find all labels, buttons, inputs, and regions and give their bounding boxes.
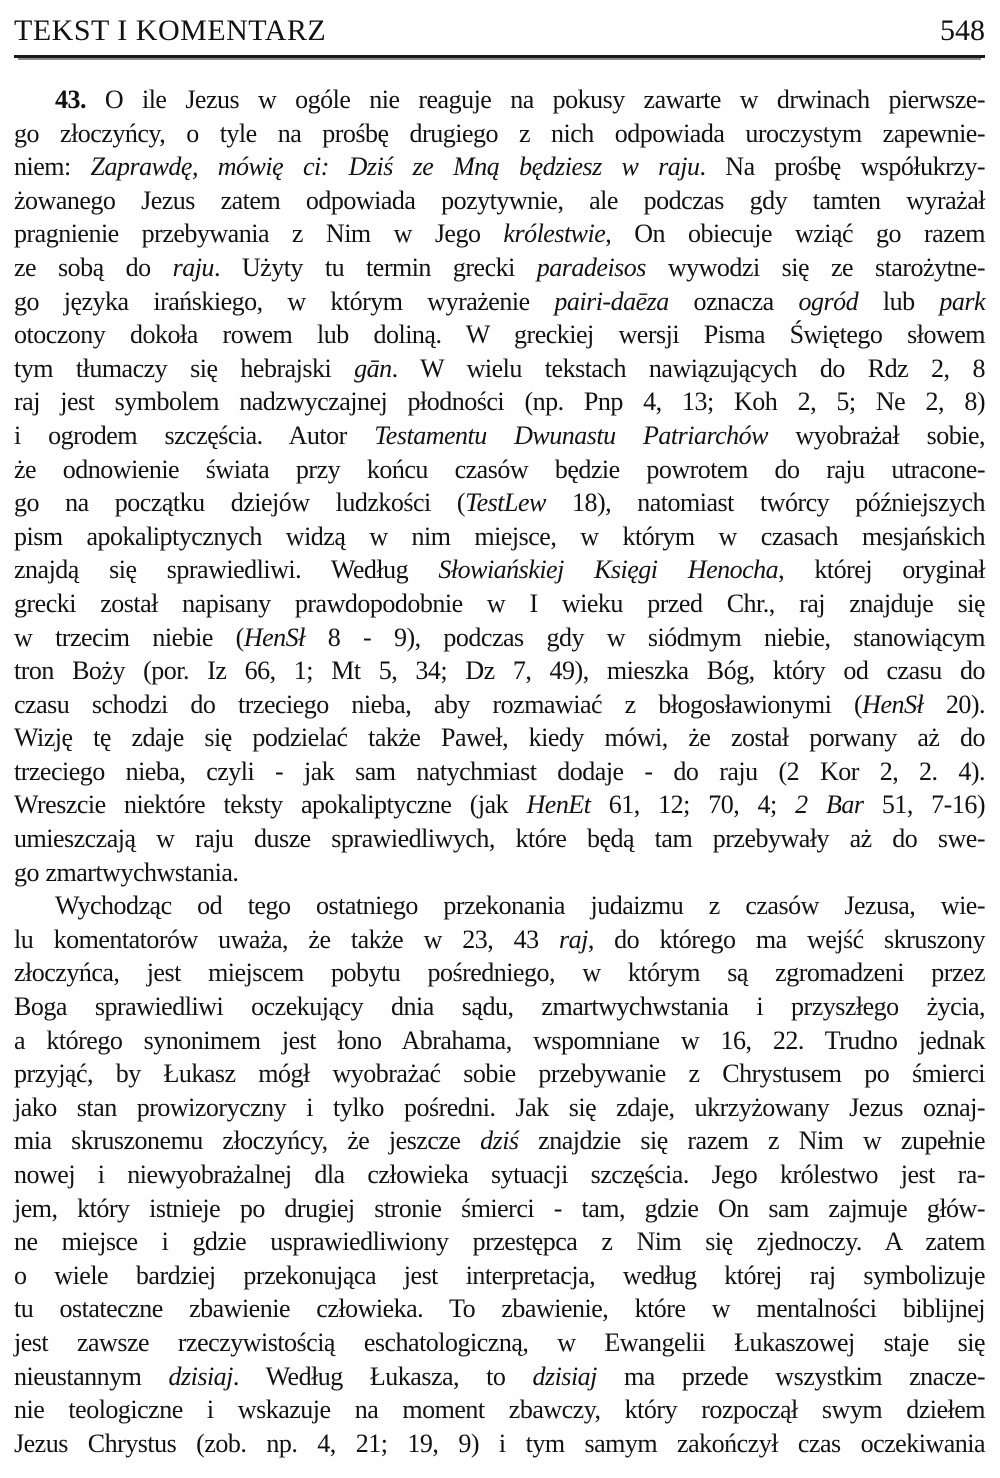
text-line bbox=[14, 1192, 985, 1226]
italic-text: raj bbox=[558, 924, 588, 954]
text-segment: go języka irańskiego, w którym wyrażenie bbox=[14, 286, 555, 316]
text-line bbox=[14, 217, 985, 251]
text-line bbox=[14, 385, 985, 419]
bold-text: 43. bbox=[55, 85, 86, 114]
text-segment: oznacza bbox=[668, 286, 799, 316]
text-line bbox=[14, 1124, 985, 1158]
text-segment: lub bbox=[858, 286, 940, 316]
paragraph bbox=[14, 889, 985, 1460]
page-title: TEKST I KOMENTARZ bbox=[14, 14, 327, 47]
text-segment: . Według Łukasza, to bbox=[232, 1361, 533, 1391]
text-segment: . Użyty tu termin grecki bbox=[213, 252, 537, 282]
text-line bbox=[14, 1225, 985, 1259]
text-segment: w trzecim niebie ( bbox=[14, 622, 244, 652]
text-line bbox=[14, 688, 985, 722]
italic-text: królestwie bbox=[503, 219, 606, 249]
italic-text: park bbox=[939, 286, 985, 316]
text-line bbox=[14, 1024, 985, 1058]
text-line bbox=[14, 1259, 985, 1293]
text-line bbox=[14, 721, 985, 755]
text-line bbox=[14, 1158, 985, 1192]
italic-text: TestLew bbox=[465, 488, 546, 518]
text-segment: Wizję tę zdaje się podzielać także Paweł, kiedy mówi, że został porwany aż do bbox=[14, 723, 985, 753]
text-segment: pragnienie przebywania z Nim w Jego bbox=[14, 219, 504, 249]
text-segment: wywodzi się ze starożytne- bbox=[645, 252, 985, 282]
text-segment: 20). bbox=[923, 689, 985, 719]
text-segment: nieustannym bbox=[14, 1361, 169, 1391]
italic-text: HenSł bbox=[862, 689, 924, 719]
italic-text: raju bbox=[172, 252, 214, 282]
paragraph bbox=[14, 83, 985, 889]
text-line bbox=[14, 755, 985, 789]
text-line bbox=[14, 822, 985, 856]
text-line bbox=[14, 184, 985, 218]
text-segment: że odnowienie świata przy końcu czasów będzie powrotem do raju utracone- bbox=[14, 454, 985, 484]
italic-text: pairi-daēza bbox=[554, 286, 669, 316]
text-line bbox=[14, 285, 985, 319]
italic-text: Słowiańskiej Księgi Henocha bbox=[438, 555, 779, 585]
text-segment: jako stan prowizoryczny i tylko pośredni. Jak się zdaje, ukrzyżowany Jezus oznaj- bbox=[14, 1092, 985, 1122]
italic-text: ogród bbox=[798, 286, 859, 316]
text-segment: ne miejsce i gdzie usprawiedliwiony przestępca z Nim się zjednoczy. A zatem bbox=[14, 1227, 985, 1257]
text-segment: nowej i niewyobrażalnej dla człowieka sytuacji szczęścia. Jego królestwo jest ra- bbox=[14, 1160, 985, 1189]
text-segment: złoczyńca, jest miejscem pobytu pośredniego, w którym są zgromadzeni przez bbox=[14, 958, 985, 988]
text-segment: pism apokaliptycznych widzą w nim miejsce, w którym w czasach mesjańskich bbox=[14, 521, 985, 551]
text-segment: 51, 7-16) bbox=[863, 790, 986, 820]
text-segment: żowanego Jezus zatem odpowiada pozytywnie, ale podczas gdy tamten wyrażał bbox=[14, 185, 985, 215]
text-line bbox=[14, 453, 985, 487]
running-head bbox=[14, 14, 985, 58]
text-segment: o wiele bardziej przekonująca jest interpretacja, według której raj symbolizuje bbox=[14, 1260, 985, 1290]
text-line bbox=[14, 1057, 985, 1091]
text-segment: mia skruszonemu złoczyńcy, że jeszcze bbox=[14, 1126, 481, 1156]
text-line bbox=[14, 1360, 985, 1394]
text-segment: umieszczają w raju dusze sprawiedliwych, które będą tam przebywały aż do swe- bbox=[14, 824, 985, 854]
text-segment: 8 - 9), podczas gdy w siódmym niebie, stanowiącym bbox=[304, 622, 985, 652]
text-line bbox=[14, 621, 985, 655]
italic-text: HenSł bbox=[243, 622, 305, 652]
text-line bbox=[14, 788, 985, 822]
italic-text: HenEt bbox=[526, 790, 591, 820]
text-line bbox=[14, 856, 985, 890]
text-segment: raj jest symbolem nadzwyczajnej płodności (np. Pnp 4, 13; Koh 2, 5; Ne 2, 8) bbox=[14, 387, 985, 417]
text-segment: . Na prośbę współukrzy- bbox=[699, 152, 985, 182]
text-segment: przyjąć, by Łukasz mógł wyobrażać sobie przebywanie z Chrystusem po śmierci bbox=[14, 1059, 985, 1089]
text-segment: jem, który istnieje po drugiej stronie śmierci - tam, gdzie On sam zajmuje głów- bbox=[14, 1193, 985, 1223]
text-segment: czasu schodzi do trzeciego nieba, aby rozmawiać z błogosławionymi ( bbox=[14, 689, 863, 719]
text-segment: Wreszcie niektóre teksty apokaliptyczne (jak bbox=[14, 790, 527, 820]
text-line bbox=[14, 654, 985, 688]
text-segment: nie teologiczne i wskazuje na moment zbawczy, który rozpoczął swym dziełem bbox=[14, 1395, 985, 1425]
text-segment: lu komentatorów uważa, że także w 23, 43 bbox=[14, 924, 559, 954]
text-segment: a którego synonimem jest łono Abrahama, wspomniane w 16, 22. Trudno jednak bbox=[14, 1025, 985, 1055]
text-line bbox=[14, 889, 985, 923]
text-line bbox=[14, 1326, 985, 1360]
text-line bbox=[14, 1393, 985, 1427]
text-segment: tu ostateczne zbawienie człowieka. To zbawienie, które w mentalności biblijnej bbox=[14, 1294, 985, 1324]
text-segment: , do którego ma wejść skruszony bbox=[587, 924, 985, 954]
text-segment: ma przede wszystkim znacze- bbox=[596, 1361, 985, 1391]
text-segment: . W wielu tekstach nawiązujących do Rdz 2, 8 bbox=[391, 353, 985, 383]
text-line bbox=[14, 553, 985, 587]
italic-text: dzisiaj bbox=[532, 1361, 597, 1391]
text-segment: znajdą się sprawiedliwi. Według bbox=[14, 555, 439, 585]
text-segment: i ogrodem szczęścia. Autor bbox=[14, 420, 375, 450]
italic-text: dzisiaj bbox=[168, 1361, 233, 1391]
text-line bbox=[14, 486, 985, 520]
text-line bbox=[14, 587, 985, 621]
text-line bbox=[14, 318, 985, 352]
text-segment: otoczony dokoła rowem lub doliną. W greckiej wersji Pisma Świętego słowem bbox=[14, 320, 985, 350]
text-segment: 18), natomiast twórcy późniejszych bbox=[545, 488, 985, 518]
page-number: 548 bbox=[940, 14, 985, 47]
text-segment: 61, 12; 70, 4; bbox=[590, 790, 796, 820]
text-segment: znajdzie się razem z Nim w zupełnie bbox=[518, 1126, 985, 1156]
text-segment: , której oryginał bbox=[778, 555, 985, 585]
text-line bbox=[14, 352, 985, 386]
text-segment: , On obiecuje wziąć go razem bbox=[605, 219, 985, 249]
italic-text: Zaprawdę, mówię ci: Dziś ze Mną będziesz w raju bbox=[90, 152, 700, 182]
text-line bbox=[14, 251, 985, 285]
italic-text: 2 Bar bbox=[795, 790, 864, 820]
text-segment: Boga sprawiedliwi oczekujący dnia sądu, zmartwychwstania i przyszłego życia, bbox=[14, 992, 985, 1022]
text-line bbox=[14, 419, 985, 453]
text-line bbox=[14, 117, 985, 151]
page-body bbox=[14, 83, 985, 1460]
text-segment: Wychodząc od tego ostatniego przekonania judaizmu z czasów Jezusa, wie- bbox=[55, 891, 985, 921]
italic-text: Testamentu Dwunastu Patriarchów bbox=[374, 420, 768, 450]
text-line bbox=[14, 520, 985, 554]
text-segment: tym tłumaczy się hebrajski bbox=[14, 353, 355, 383]
text-segment: niem: bbox=[14, 152, 91, 182]
text-segment: O ile Jezus w ogóle nie reaguje na pokusy zawarte w drwinach pierwsze- bbox=[86, 85, 985, 114]
text-line bbox=[14, 923, 985, 957]
text-segment: wyobrażał sobie, bbox=[768, 420, 985, 450]
text-segment: trzeciego nieba, czyli - jak sam natychmiast dodaje - do raju (2 Kor 2, 2. 4). bbox=[14, 756, 985, 786]
text-line bbox=[14, 150, 985, 184]
italic-text: dziś bbox=[480, 1126, 519, 1156]
text-segment: go zmartwychwstania. bbox=[14, 857, 239, 887]
text-segment: go złoczyńcy, o tyle na prośbę drugiego z nich odpowiada uroczystym zapewnie- bbox=[14, 118, 985, 148]
text-line bbox=[14, 83, 985, 117]
italic-text: gān bbox=[354, 353, 392, 383]
italic-text: paradeisos bbox=[536, 252, 646, 282]
text-line bbox=[14, 1427, 985, 1461]
text-segment: Jezus Chrystus (zob. np. 4, 21; 19, 9) i tym samym zakończył czas oczekiwania bbox=[14, 1428, 985, 1458]
text-segment: go na początku dziejów ludzkości ( bbox=[14, 488, 466, 518]
text-segment: tron Boży (por. Iz 66, 1; Mt 5, 34; Dz 7, 49), mieszka Bóg, który od czasu do bbox=[14, 656, 985, 686]
text-segment: grecki został napisany prawdopodobnie w I wieku przed Chr., raj znajduje się bbox=[14, 588, 985, 618]
text-line bbox=[14, 956, 985, 990]
text-line bbox=[14, 1292, 985, 1326]
text-segment: ze sobą do bbox=[14, 252, 173, 282]
text-segment: jest zawsze rzeczywistością eschatologiczną, w Ewangelii Łukaszowej staje się bbox=[14, 1327, 985, 1357]
text-line bbox=[14, 1091, 985, 1125]
text-line bbox=[14, 990, 985, 1024]
